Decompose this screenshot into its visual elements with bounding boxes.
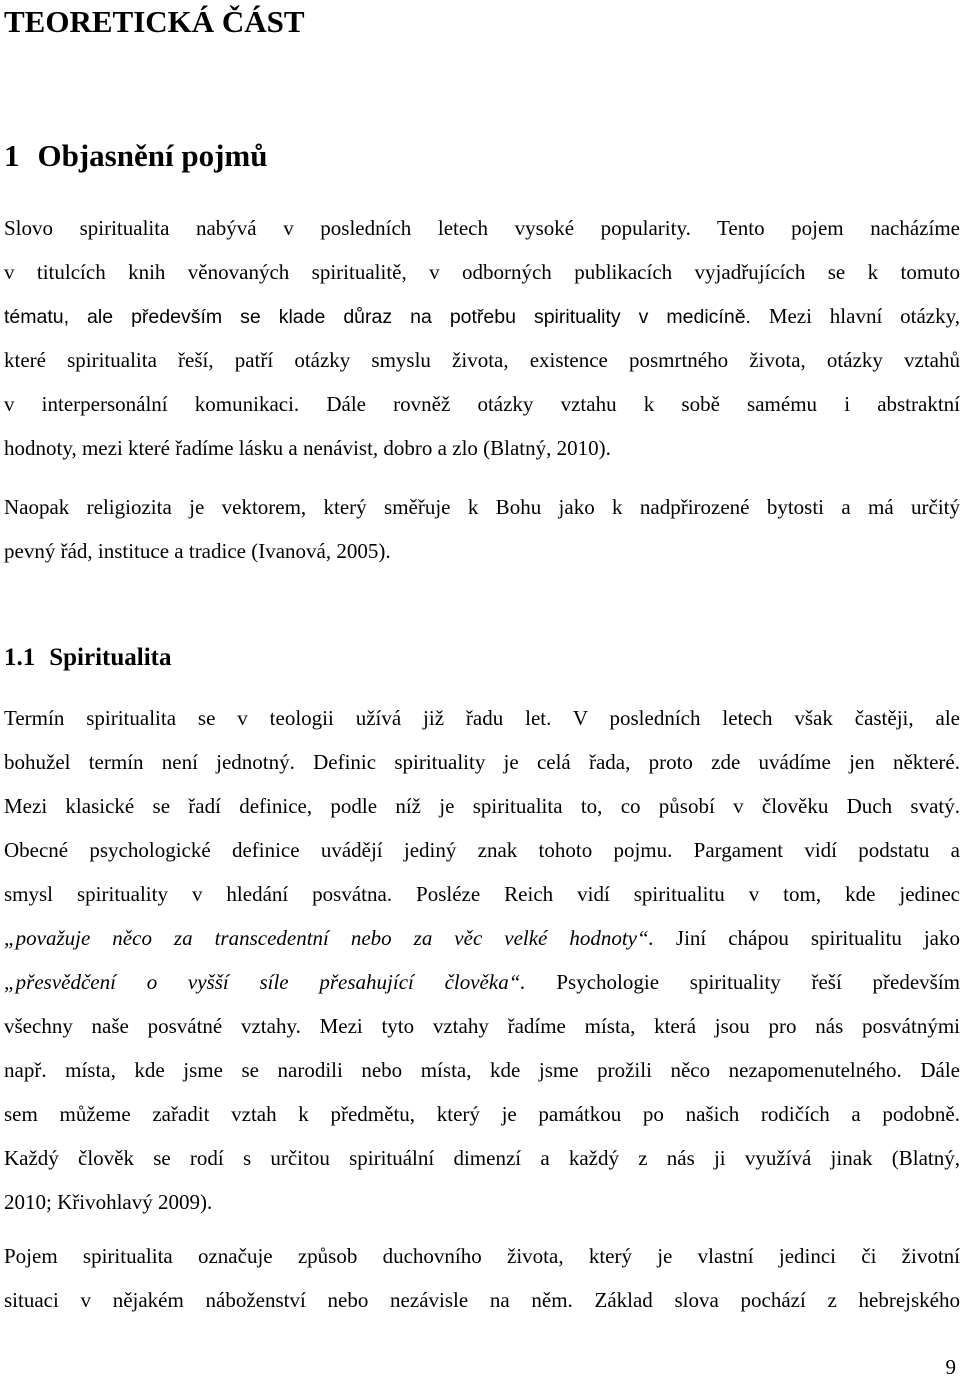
section-number: 1.1	[4, 644, 36, 671]
text-run: Dále rovněž otázky vztahu k sobě samému i abstraktní	[326, 392, 960, 416]
text-line	[4, 916, 960, 960]
text-line: Obecné psychologické definice uvádějí jediný znak tohoto pojmu. Pargament vidí podstatu a	[4, 838, 960, 862]
text-line: např. místa, kde jsme se narodili nebo místa, kde jsme prožili něco nezapomenutelného. Dále	[4, 1058, 960, 1082]
chapter-number: 1	[4, 138, 20, 173]
text-line	[4, 382, 960, 426]
paragraph-spirituality-term	[4, 1234, 960, 1322]
text-run: Jiní chápou spiritualitu jako	[675, 926, 960, 950]
text-line: bohužel termín není jednotný. Definic spirituality je celá řada, proto zde uvádíme jen některé.	[4, 750, 960, 774]
text-line: smysl spirituality v hledání posvátna. Posléze Reich vidí spiritualitu v tom, kde jedinec	[4, 882, 960, 906]
part-heading: TEORETICKÁ ČÁST	[4, 4, 305, 39]
quote-italic: „přesvědčení o vyšší síle přesahující člověka“.	[4, 970, 526, 994]
text-line: které spiritualita řeší, patří otázky smyslu života, existence posmrtného života, otázky vztahů	[4, 348, 960, 372]
text-line: Naopak religiozita je vektorem, který směřuje k Bohu jako k nadpřirozené bytosti a má určitý	[4, 495, 960, 519]
text-run: tématu, ale především se klade důraz na potřebu spirituality v medicíně.	[4, 306, 751, 328]
text-line: pevný řád, instituce a tradice (Ivanová, 2005).	[4, 539, 391, 563]
chapter-title: Objasnění pojmů	[37, 138, 268, 173]
text-run: Psychologie spirituality řeší především	[556, 970, 960, 994]
section-title: Spiritualita	[49, 644, 172, 671]
page-number: 9	[945, 1355, 956, 1379]
text-line: Termín spiritualita se v teologii užívá již řadu let. V posledních letech však častěji, ale	[4, 706, 960, 730]
text-line: Slovo spiritualita nabývá v posledních letech vysoké popularity. Tento pojem nacházíme	[4, 216, 960, 240]
text-line: Mezi klasické se řadí definice, podle níž je spiritualita to, co působí v člověku Duch svatý.	[4, 794, 960, 818]
text-line: v titulcích knih věnovaných spiritualitě, v odborných publikacích vyjadřujících se k tomuto	[4, 260, 960, 284]
section-heading	[4, 641, 172, 675]
text-line: hodnoty, mezi které řadíme lásku a nenávist, dobro a zlo (Blatný, 2010).	[4, 436, 611, 460]
text-line: Pojem spiritualita označuje způsob duchovního života, který je vlastní jedinci či životní	[4, 1244, 960, 1268]
paragraph-spirituality-definitions	[4, 696, 960, 1224]
text-line: Každý člověk se rodí s určitou spirituální dimenzí a každý z nás ji využívá jinak (Blatný,	[4, 1146, 960, 1170]
paragraph-spirituality-intro	[4, 206, 960, 470]
text-line: situaci v nějakém náboženství nebo nezávisle na něm. Základ slova pochází z hebrejského	[4, 1288, 960, 1312]
text-line: 2010; Křivohlavý 2009).	[4, 1190, 213, 1214]
quote-italic: „považuje něco za transcedentní nebo za věc velké hodnoty“.	[4, 926, 654, 950]
text-line	[4, 960, 960, 1004]
text-run: v interpersonální komunikaci.	[4, 392, 300, 416]
text-line	[4, 294, 960, 338]
text-run: Mezi hlavní otázky,	[768, 304, 960, 328]
text-line: všechny naše posvátné vztahy. Mezi tyto vztahy řadíme místa, která jsou pro nás posvátnými	[4, 1014, 960, 1038]
text-line: sem můžeme zařadit vztah k předmětu, který je památkou po našich rodičích a podobně.	[4, 1102, 960, 1126]
chapter-heading	[4, 136, 267, 176]
paragraph-religiosity	[4, 485, 960, 573]
